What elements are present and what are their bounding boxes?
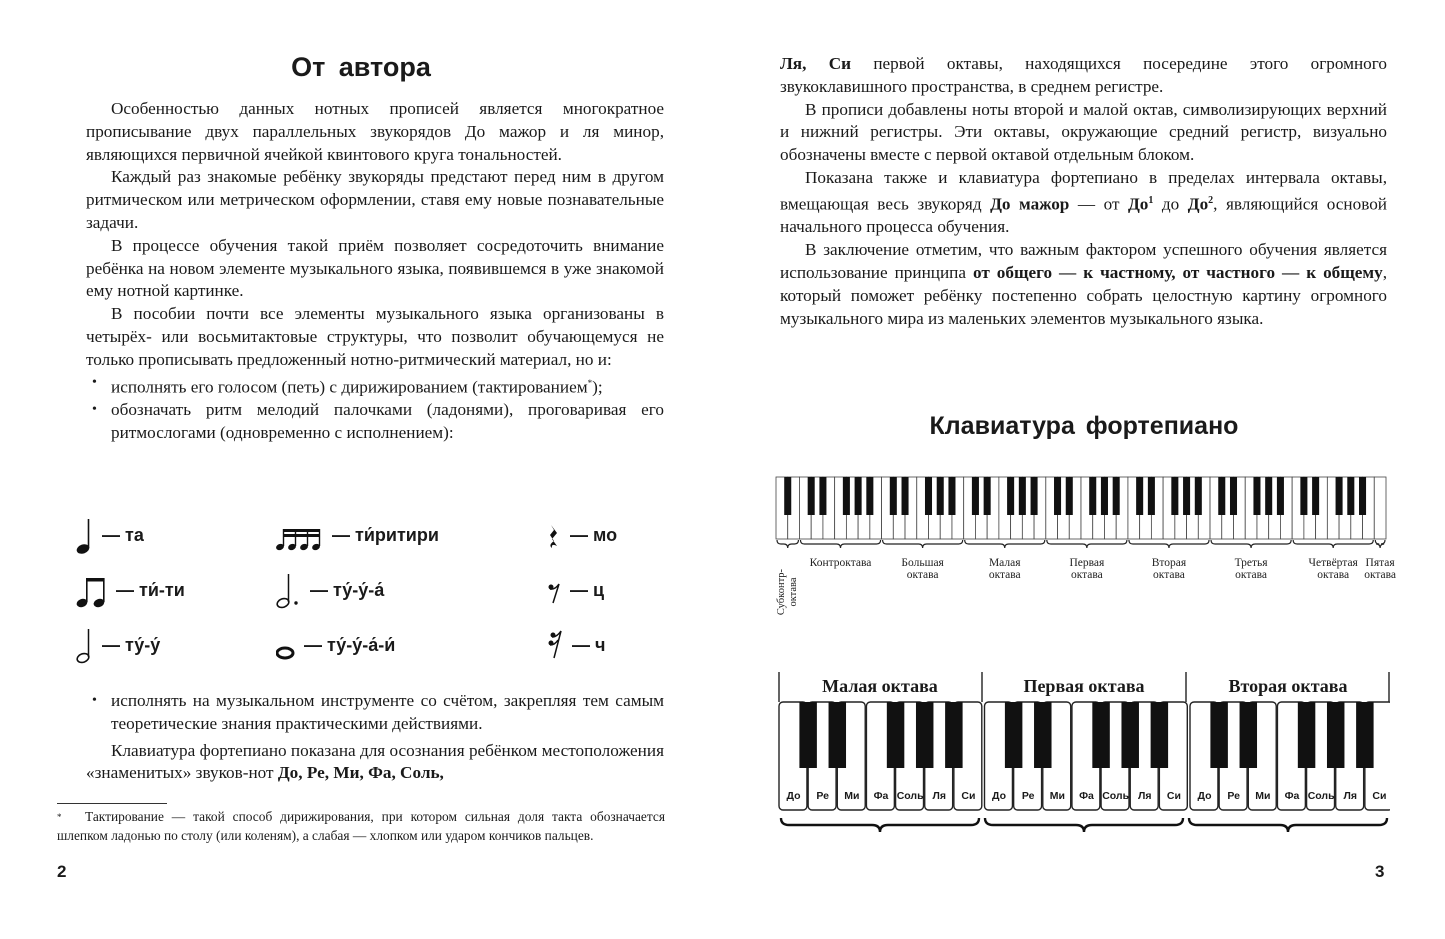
octave-label: Третья октава bbox=[1234, 557, 1268, 581]
note-label: Ре bbox=[1227, 790, 1240, 802]
sixteenth-rest-row: — ч bbox=[546, 625, 605, 665]
eighth-rest-icon bbox=[546, 570, 562, 610]
paragraph: Ля, Си первой октавы, находящихся посередине этого огромного звукоклавишного пространства, в среднем регистре. bbox=[780, 54, 1387, 96]
black-key bbox=[866, 477, 873, 515]
black-key bbox=[1092, 702, 1109, 768]
black-key bbox=[916, 702, 933, 768]
black-key bbox=[1253, 477, 1260, 515]
note-label: Си bbox=[1372, 790, 1387, 802]
black-key bbox=[972, 477, 979, 515]
black-key bbox=[1113, 477, 1120, 515]
black-key bbox=[1195, 477, 1202, 515]
octave-label: Вторая октава bbox=[1228, 676, 1348, 696]
black-key bbox=[1066, 477, 1073, 515]
sixteenth-notes-row: — ти́ритири bbox=[276, 515, 439, 555]
black-key bbox=[1171, 477, 1178, 515]
sixteenth-rest-icon bbox=[546, 625, 564, 665]
three-octave-keyboard bbox=[778, 672, 1390, 842]
bullet-item: • исполнять на музыкальном инструменте со счётом, закрепляя тем самым теоретические знания практическими действиями. bbox=[86, 690, 664, 736]
note-label: Фа bbox=[1079, 790, 1094, 802]
right-page bbox=[723, 0, 1445, 939]
black-key bbox=[1298, 702, 1315, 768]
black-key bbox=[1300, 477, 1307, 515]
black-key bbox=[1034, 702, 1051, 768]
bullet-item: • исполнять его голосом (петь) с дирижированием (тактированием*); bbox=[86, 372, 664, 400]
black-key bbox=[1183, 477, 1190, 515]
note-label: Ля bbox=[932, 790, 947, 802]
half-note-row: — ту́-у́ bbox=[76, 625, 160, 665]
bullet-item: • обозначать ритм мелодий палочками (ладонями), проговаривая его ритмослогами (одновременно с исполнением): bbox=[86, 399, 664, 445]
note-label: Ля bbox=[1138, 790, 1152, 802]
page-number: 2 bbox=[57, 862, 67, 881]
note-label: До bbox=[1197, 790, 1212, 802]
black-key bbox=[945, 702, 962, 768]
note-label: Соль bbox=[896, 790, 924, 802]
black-key bbox=[1277, 477, 1284, 515]
black-key bbox=[799, 702, 816, 768]
black-key bbox=[925, 477, 932, 515]
rhythm-syllables bbox=[76, 515, 676, 665]
note-label: Ми bbox=[1255, 790, 1271, 802]
octave-label: Четвёртая октава bbox=[1308, 557, 1358, 581]
quarter-note-icon bbox=[76, 515, 94, 555]
paragraph: В заключение отметим, что важным фактором успешного обучения является использование принципа от общего — к частному, от частного — к общему, который поможет ребёнку постепенно собрать целостную картину огромного музыкального мира из маленьких элементов музыкального языка. bbox=[780, 240, 1387, 328]
quarter-rest-row: — мо bbox=[546, 515, 617, 555]
black-key bbox=[984, 477, 991, 515]
dotted-half-row: — ту́-у́-а́ bbox=[276, 570, 384, 610]
black-key bbox=[855, 477, 862, 515]
note-label: Ре bbox=[1021, 790, 1035, 802]
black-key bbox=[808, 477, 815, 515]
paragraph: В процессе обучения такой приём позволяет сосредоточить внимание ребёнка на новом элементе музыкального языка, появившемся в уже знакомой ему нотной картинке. bbox=[86, 235, 664, 301]
paragraph: В прописи добавлены ноты второй и малой октав, символизирующих верхний и нижний регистры. Эти октавы, окружающие средний регистр, визуально обозначены вместе с первой октавой отдельным блоком. bbox=[780, 99, 1387, 165]
black-key bbox=[937, 477, 944, 515]
octave-label: Вторая октава bbox=[1151, 557, 1187, 581]
black-key bbox=[1005, 702, 1022, 768]
quarter-note-row: — та bbox=[76, 515, 144, 555]
black-key bbox=[1019, 477, 1026, 515]
black-key bbox=[1347, 477, 1354, 515]
note-label: Соль bbox=[1307, 790, 1335, 802]
black-key bbox=[1151, 702, 1168, 768]
black-key bbox=[1101, 477, 1108, 515]
black-key bbox=[1218, 477, 1225, 515]
octave-label: Субконтр-октава bbox=[775, 568, 799, 616]
black-key bbox=[1031, 477, 1038, 515]
octave-label: Большая октава bbox=[901, 557, 944, 581]
footnote-marker: * bbox=[587, 377, 593, 388]
black-key bbox=[1136, 477, 1143, 515]
note-label: Соль bbox=[1102, 790, 1130, 802]
black-key bbox=[1359, 477, 1366, 515]
eighth-rest-row: — ц bbox=[546, 570, 604, 610]
note-label: Ми bbox=[1049, 790, 1065, 802]
sixteenth-notes-icon bbox=[276, 515, 324, 555]
black-key bbox=[1054, 477, 1061, 515]
paragraph: В пособии почти все элементы музыкального языка организованы в четырёх- или восьмитактовые структуры, что позволит обучающемуся не только прописывать предложенный нотно-ритмический материал, но и: bbox=[86, 304, 664, 369]
black-key bbox=[784, 477, 791, 515]
whole-note-icon bbox=[276, 625, 296, 665]
black-key bbox=[829, 702, 846, 768]
note-label: До bbox=[992, 790, 1007, 802]
black-key bbox=[948, 477, 955, 515]
black-key bbox=[1265, 477, 1272, 515]
half-note-icon bbox=[76, 625, 94, 665]
note-label: Ми bbox=[844, 790, 860, 802]
paragraph: Особенностью данных нотных прописей является многократное прописывание двух параллельных звукорядов До мажор и ля минор, являющихся первичной ячейкой квинтового круга тональностей. bbox=[86, 99, 664, 164]
quarter-rest-icon bbox=[546, 515, 562, 555]
left-page bbox=[0, 0, 722, 939]
black-key bbox=[1327, 702, 1344, 768]
paragraph: Показана также и клавиатура фортепиано в пределах интервала октавы, вмещающая весь звукоряд До мажор — от $До^1$ до $До^2$, являющийся основой начального процесса обучения. bbox=[780, 167, 1387, 237]
black-key bbox=[1210, 702, 1227, 768]
paragraph: Каждый раз знакомые ребёнку звукоряды предстают перед ним в другом ритмическом или метрическом оформлении, ставя ему новые познавательные задачи. bbox=[86, 167, 664, 232]
black-key bbox=[1148, 477, 1155, 515]
black-key bbox=[1312, 477, 1319, 515]
dotted-half-note-icon bbox=[276, 570, 302, 610]
octave-label: Первая октава bbox=[1023, 676, 1145, 696]
black-key bbox=[1121, 702, 1138, 768]
note-label: Фа bbox=[1284, 790, 1300, 802]
footnote-rule bbox=[57, 803, 167, 804]
note-label: Ре bbox=[816, 790, 829, 802]
note-label: Си bbox=[1166, 790, 1181, 802]
page-title: От автора bbox=[291, 52, 431, 82]
octave-label: Малая октава bbox=[988, 557, 1021, 581]
black-key bbox=[1007, 477, 1014, 515]
black-key bbox=[1240, 702, 1257, 768]
full-piano-keyboard bbox=[775, 476, 1389, 556]
black-key bbox=[902, 477, 909, 515]
octave-brace bbox=[1189, 818, 1387, 832]
note-label: До bbox=[786, 790, 801, 802]
footnote-marker: * bbox=[57, 812, 62, 822]
octave-brace bbox=[985, 818, 1183, 832]
keyboard-title: Клавиатура фортепиано bbox=[929, 412, 1239, 440]
page-number: 3 bbox=[1375, 862, 1385, 881]
note-label: Фа bbox=[873, 790, 889, 802]
black-key bbox=[1089, 477, 1096, 515]
octave-brace bbox=[781, 818, 979, 832]
whole-note-row: — ту́-у́-а́-и́ bbox=[276, 625, 395, 665]
right-text bbox=[780, 53, 1387, 330]
black-key bbox=[1356, 702, 1373, 768]
black-key bbox=[843, 477, 850, 515]
octave-label: Малая октава bbox=[822, 676, 938, 696]
octave-label: Пятая октава bbox=[1364, 557, 1397, 581]
black-key bbox=[1230, 477, 1237, 515]
black-key bbox=[819, 477, 826, 515]
octave-label: Контроктава bbox=[809, 557, 872, 569]
note-label: Ля bbox=[1343, 790, 1358, 802]
white-key bbox=[1374, 477, 1386, 539]
octave-label: Первая октава bbox=[1069, 557, 1105, 581]
footnote: * Тактирование — такой способ дирижирования, при котором сильная доля такта обозначается шлепком ладонью по столу (или коленям), а слабая — хлопком или ударом кончиков пальцев. bbox=[57, 809, 665, 843]
eighth-notes-icon bbox=[76, 570, 108, 610]
intro-text bbox=[86, 98, 664, 445]
black-key bbox=[887, 702, 904, 768]
note-label: Си bbox=[961, 790, 976, 802]
paragraph: Клавиатура фортепиано показана для осознания ребёнком местоположения «знаменитых» звуков-нот До, Ре, Ми, Фа, Соль, bbox=[86, 740, 664, 783]
closing-text bbox=[86, 690, 664, 785]
eighth-notes-row: — ти́-ти bbox=[76, 570, 185, 610]
black-key bbox=[890, 477, 897, 515]
black-key bbox=[1336, 477, 1343, 515]
